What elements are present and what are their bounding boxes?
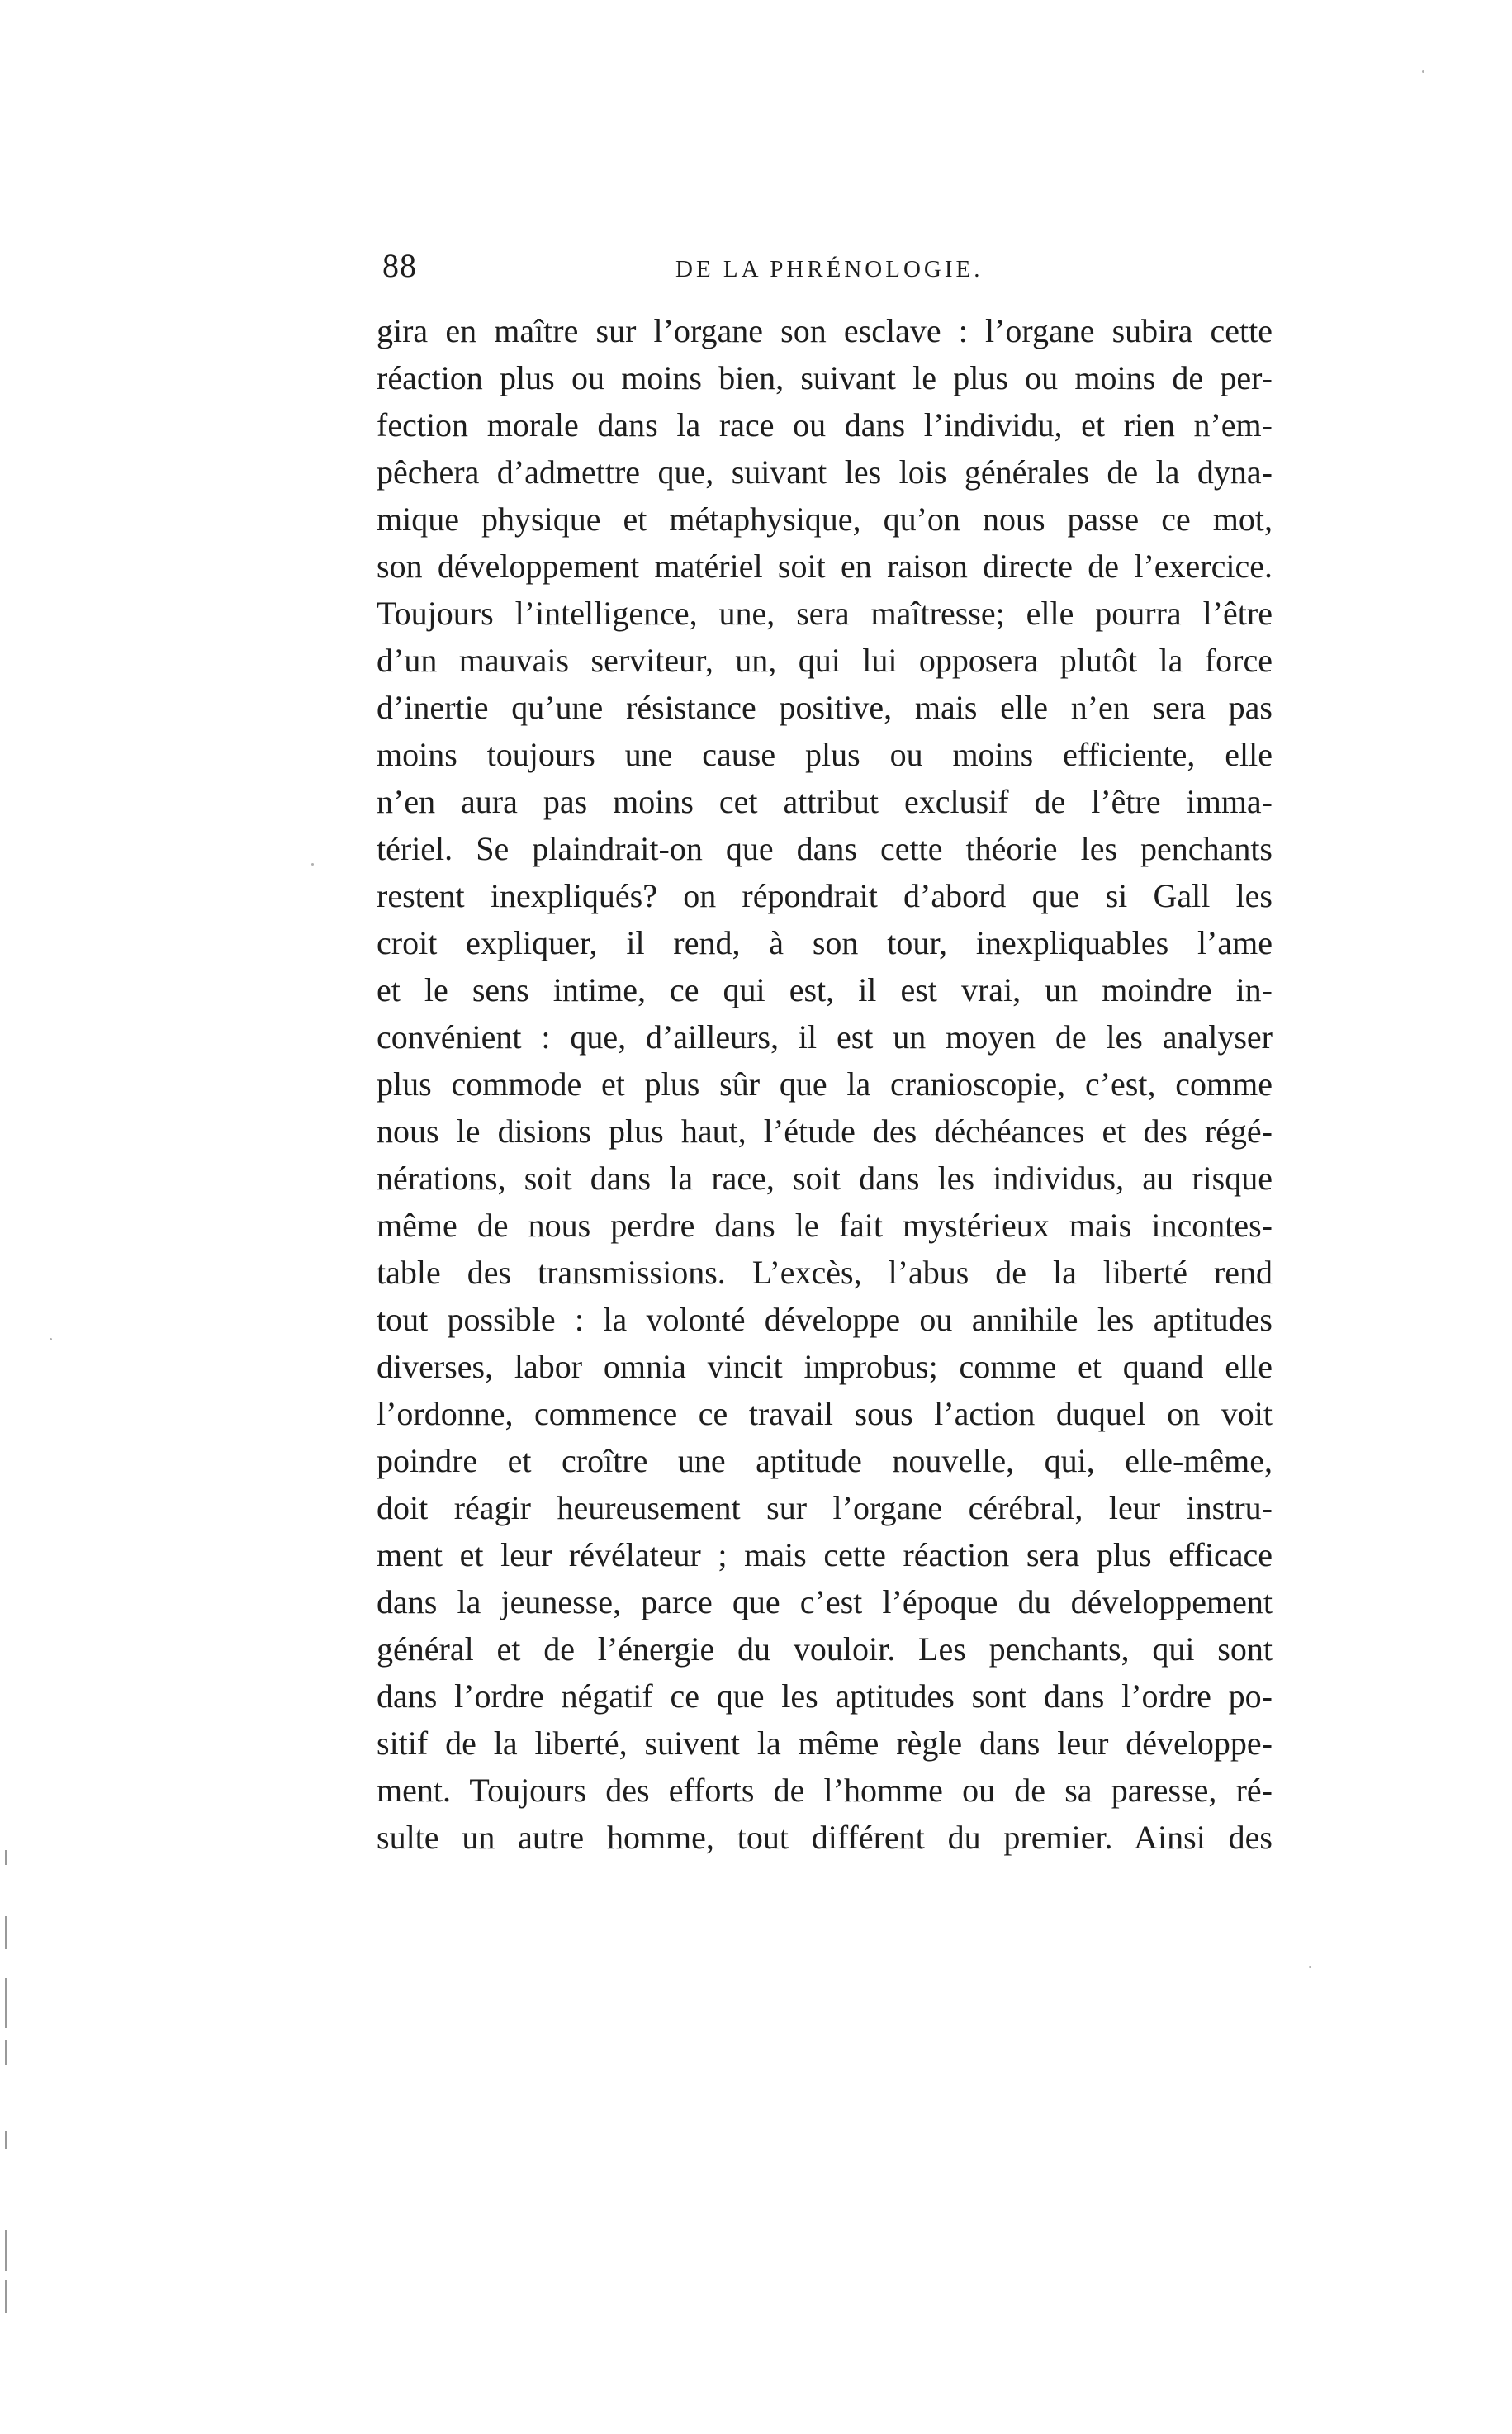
text-line: moins toujours une cause plus ou moins efficiente, elle (377, 736, 1273, 773)
text-line: pêchera d’admettre que, suivant les lois générales de la dyna- (377, 453, 1273, 491)
text-line: poindre et croître une aptitude nouvelle, qui, elle-même, (377, 1442, 1273, 1479)
scan-edge-mark (5, 2040, 7, 2065)
scan-edge-mark (5, 2280, 7, 2313)
text-line: dans la jeunesse, parce que c’est l’époque du développement (377, 1583, 1273, 1620)
text-line: restent inexpliqués? on répondrait d’abord que si Gall les (377, 877, 1273, 914)
scan-edge-mark (5, 2230, 7, 2271)
text-line: réaction plus ou moins bien, suivant le plus ou moins de per- (377, 359, 1273, 396)
text-line: doit réagir heureusement sur l’organe cérébral, leur instru- (377, 1489, 1273, 1526)
text-line: nérations, soit dans la race, soit dans les individus, au risque (377, 1160, 1273, 1197)
text-line: son développement matériel soit en raison directe de l’exercice. (377, 548, 1273, 585)
text-line: sulte un autre homme, tout différent du premier. Ainsi des (377, 1819, 1273, 1856)
text-line: ment et leur révélateur ; mais cette réaction sera plus efficace (377, 1536, 1273, 1573)
text-line: n’en aura pas moins cet attribut exclusif de l’être imma- (377, 783, 1273, 820)
text-line: ment. Toujours des efforts de l’homme ou de sa paresse, ré- (377, 1772, 1273, 1809)
scan-edge-mark (5, 1978, 7, 2028)
text-line: même de nous perdre dans le fait mystérieux mais incontes- (377, 1207, 1273, 1244)
text-line: tériel. Se plaindrait-on que dans cette théorie les penchants (377, 830, 1273, 867)
text-line: mique physique et métaphysique, qu’on nous passe ce mot, (377, 501, 1273, 538)
scan-edge-mark (5, 2131, 7, 2149)
scan-speck (1422, 70, 1424, 73)
text-line: plus commode et plus sûr que la cranioscopie, c’est, comme (377, 1065, 1273, 1103)
body-text (377, 307, 1273, 1861)
page-number: 88 (382, 247, 417, 284)
text-line: l’ordonne, commence ce travail sous l’action duquel on voit (377, 1395, 1273, 1432)
running-title: DE LA PHRÉNOLOGIE. (675, 256, 984, 282)
text-line: fection morale dans la race ou dans l’individu, et rien n’em- (377, 406, 1273, 444)
text-line: diverses, labor omnia vincit improbus; comme et quand elle (377, 1348, 1273, 1385)
text-line: dans l’ordre négatif ce que les aptitudes sont dans l’ordre po- (377, 1677, 1273, 1715)
text-line: table des transmissions. L’excès, l’abus de la liberté rend (377, 1254, 1273, 1291)
text-line: tout possible : la volonté développe ou annihile les aptitudes (377, 1301, 1273, 1338)
text-line: d’un mauvais serviteur, un, qui lui opposera plutôt la force (377, 642, 1273, 679)
text-line: nous le disions plus haut, l’étude des déchéances et des régé- (377, 1113, 1273, 1150)
scan-edge-mark (5, 1850, 7, 1865)
text-line: et le sens intime, ce qui est, il est vrai, un moindre in- (377, 971, 1273, 1008)
text-line: Toujours l’intelligence, une, sera maîtresse; elle pourra l’être (377, 595, 1273, 632)
scan-edge-mark (5, 1916, 7, 1949)
text-line: croit expliquer, il rend, à son tour, inexpliquables l’ame (377, 924, 1273, 961)
text-line: d’inertie qu’une résistance positive, mais elle n’en sera pas (377, 689, 1273, 726)
running-head (382, 241, 1274, 291)
scan-speck (50, 1338, 52, 1340)
text-line: gira en maître sur l’organe son esclave : l’organe subira cette (377, 312, 1273, 349)
text-line: sitif de la liberté, suivent la même règle dans leur développe- (377, 1725, 1273, 1762)
scan-speck (311, 863, 314, 866)
text-line: général et de l’énergie du vouloir. Les penchants, qui sont (377, 1630, 1273, 1668)
scan-speck (1309, 1966, 1311, 1968)
text-line: convénient : que, d’ailleurs, il est un moyen de les analyser (377, 1018, 1273, 1056)
